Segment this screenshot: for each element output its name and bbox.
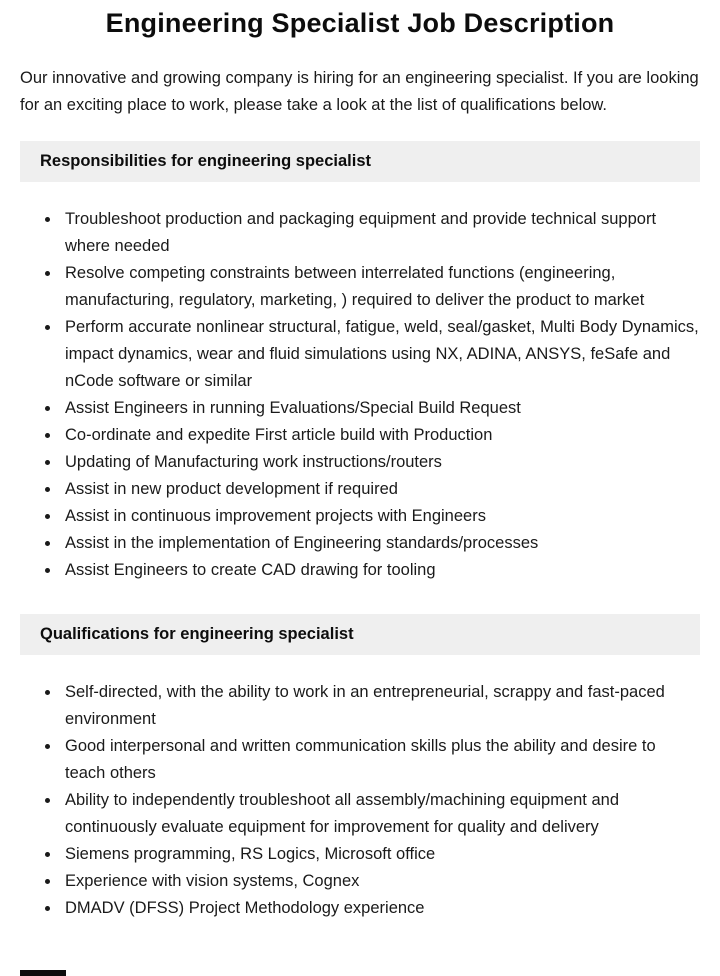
page-title: Engineering Specialist Job Description [105, 8, 615, 38]
next-section-partial-bar [20, 970, 66, 976]
list-item: • DMADV (DFSS) Project Methodology experience [61, 895, 700, 922]
list-item: • Troubleshoot production and packaging equipment and provide technical support where needed [61, 206, 700, 260]
responsibilities-section-header: Responsibilities for engineering specialist [20, 141, 700, 182]
list-item: • Siemens programming, RS Logics, Microsoft office [61, 841, 700, 868]
list-item: • Resolve competing constraints between interrelated functions (engineering, manufacturing, regulatory, marketing, ) required to deliver the product to market [61, 260, 700, 314]
list-item: • Experience with vision systems, Cognex [61, 868, 700, 895]
qualifications-section-header: Qualifications for engineering specialist [20, 614, 700, 655]
list-item: • Ability to independently troubleshoot all assembly/machining equipment and continuously evaluate equipment for improvement for quality and delivery [61, 787, 700, 841]
list-item: • Co-ordinate and expedite First article build with Production [61, 422, 700, 449]
list-item: • Assist in the implementation of Engineering standards/processes [61, 530, 700, 557]
list-item: • Assist Engineers to create CAD drawing for tooling [61, 557, 700, 584]
responsibilities-list [20, 206, 700, 584]
list-item: • Good interpersonal and written communication skills plus the ability and desire to teach others [61, 733, 700, 787]
qualifications-list [20, 679, 700, 922]
list-item: • Updating of Manufacturing work instructions/routers [61, 449, 700, 476]
list-item: • Assist in continuous improvement projects with Engineers [61, 503, 700, 530]
qualifications-section [20, 614, 700, 922]
list-item: • Assist Engineers in running Evaluations/Special Build Request [61, 395, 700, 422]
intro-paragraph: Our innovative and growing company is hiring for an engineering specialist. If you are looking for an exciting place to work, please take a look at the list of qualifications below. [20, 69, 699, 114]
responsibilities-section [20, 141, 700, 584]
list-item: • Self-directed, with the ability to work in an entrepreneurial, scrappy and fast-paced environment [61, 679, 700, 733]
list-item: • Perform accurate nonlinear structural, fatigue, weld, seal/gasket, Multi Body Dynamics, impact dynamics, wear and fluid simulations using NX, ADINA, ANSYS, feSafe and nCode software or similar [61, 314, 700, 395]
list-item: • Assist in new product development if required [61, 476, 700, 503]
